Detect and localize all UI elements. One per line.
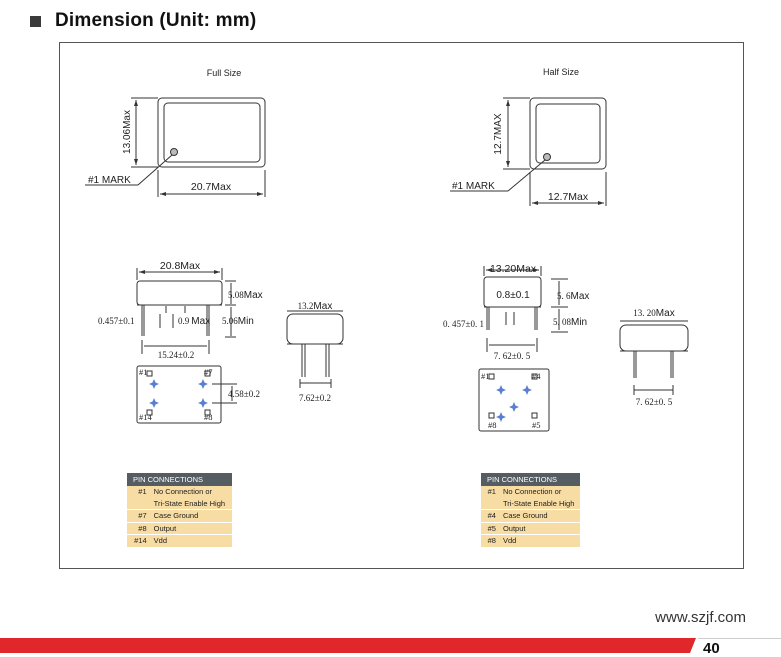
full-pin-desc: Vdd xyxy=(151,535,232,547)
full-side-height-label xyxy=(228,290,263,301)
half-pin-tl: #1 xyxy=(481,371,490,381)
full-standoff-value: 5.06 xyxy=(222,316,238,326)
half-pin-tr: #4 xyxy=(532,371,541,381)
full-pin-gap-unit: Max xyxy=(191,316,211,327)
half-pin-bl: #8 xyxy=(488,420,497,430)
full-pin-no xyxy=(127,498,151,510)
half-pin-no: #1 xyxy=(481,486,500,498)
half-end-width-unit: Max xyxy=(655,308,675,319)
half-side-height-unit: Max xyxy=(570,291,590,302)
full-top-outline xyxy=(158,98,265,167)
half-mark-label: #1 MARK xyxy=(452,181,495,192)
half-pin-dia-label: 0. 457±0. 1 xyxy=(443,319,484,329)
full-mark-label: #1 MARK xyxy=(88,175,131,186)
full-pin-no: #8 xyxy=(127,522,151,535)
half-side-inner-label: 0.8±0.1 xyxy=(496,290,530,301)
half-pin-no: #8 xyxy=(481,535,500,547)
full-end-width-value: 13.2 xyxy=(297,301,314,311)
full-pin-tr: #7 xyxy=(204,367,213,377)
page-number: 40 xyxy=(703,640,720,657)
full-side-height-unit: Max xyxy=(243,290,263,301)
full-top-inner xyxy=(164,103,260,162)
half-side-width-label: 13.20Max xyxy=(489,263,537,275)
full-pin-dia-label: 0.457±0.1 xyxy=(98,316,135,326)
half-standoff-unit: Min xyxy=(571,317,588,328)
heading-text: Dimension (Unit: mm) xyxy=(55,10,257,31)
full-end-span-label: 7.62±0.2 xyxy=(299,393,331,403)
half-end-width-value: 13. 20 xyxy=(633,308,656,318)
full-pin-desc: Tri-State Enable High xyxy=(151,498,232,510)
half-pin-desc: Output xyxy=(500,522,580,535)
full-mark-dot xyxy=(171,149,178,156)
full-pin-desc: Output xyxy=(151,522,232,535)
full-width-label: 20.7Max xyxy=(190,181,232,193)
half-pin-table-header: PIN CONNECTIONS xyxy=(481,473,580,486)
full-pin-table-header: PIN CONNECTIONS xyxy=(127,473,232,486)
half-side-height-value: 5. 6 xyxy=(557,291,571,301)
half-pin-desc: No Connection or xyxy=(500,486,580,498)
half-end-width-label xyxy=(633,308,674,319)
website-url: www.szjf.com xyxy=(655,609,746,626)
full-pin-gap-label xyxy=(178,316,210,327)
full-side-height-value: 5.08 xyxy=(228,290,244,300)
footer-red-bar xyxy=(0,638,696,653)
half-pin-no: #4 xyxy=(481,510,500,523)
half-standoff-value: 5. 08 xyxy=(553,317,571,327)
full-pin-tl: #1 xyxy=(139,367,148,377)
full-side-width-label: 20.8Max xyxy=(159,260,201,272)
half-pin-desc: Case Ground xyxy=(500,510,580,523)
full-title: Full Size xyxy=(206,68,242,78)
full-height-label: 13.06Max xyxy=(122,110,133,154)
half-pin-no: #5 xyxy=(481,522,500,535)
full-pin-no: #7 xyxy=(127,510,151,523)
full-end-width-label xyxy=(298,301,333,312)
full-end-width-unit: Max xyxy=(313,301,333,312)
full-pin-desc: Case Ground xyxy=(151,510,232,523)
full-pin-desc: No Connection or xyxy=(151,486,232,498)
half-pin-desc: Vdd xyxy=(500,535,580,547)
full-standoff-unit: Min xyxy=(237,316,254,327)
half-height-label: 12.7MAX xyxy=(493,113,504,155)
full-standoff-label xyxy=(222,316,254,327)
full-pin-bl: #14 xyxy=(139,412,152,422)
half-pin-no xyxy=(481,498,500,510)
full-pin-no: #14 xyxy=(127,535,151,547)
half-title: Half Size xyxy=(542,67,580,77)
half-pin-span-label: 7. 62±0. 5 xyxy=(493,351,531,361)
half-pin-br: #5 xyxy=(532,420,541,430)
footer-band xyxy=(0,638,781,653)
full-pin-no: #1 xyxy=(127,486,151,498)
half-side-height-label xyxy=(557,291,589,302)
full-pin-table xyxy=(127,473,232,547)
half-width-label: 12.7Max xyxy=(547,191,589,203)
half-standoff-label xyxy=(553,317,587,328)
half-pin-table xyxy=(481,473,580,547)
full-pin-br: #8 xyxy=(204,412,213,422)
full-pin-span-label: 15.24±0.2 xyxy=(157,350,195,360)
half-pin-desc: Tri-State Enable High xyxy=(500,498,580,510)
half-end-span-label: 7. 62±0. 5 xyxy=(635,397,673,407)
full-pin-gap-value: 0.9 xyxy=(178,316,190,326)
full-bottom-span-label: 4.58±0.2 xyxy=(228,389,260,399)
